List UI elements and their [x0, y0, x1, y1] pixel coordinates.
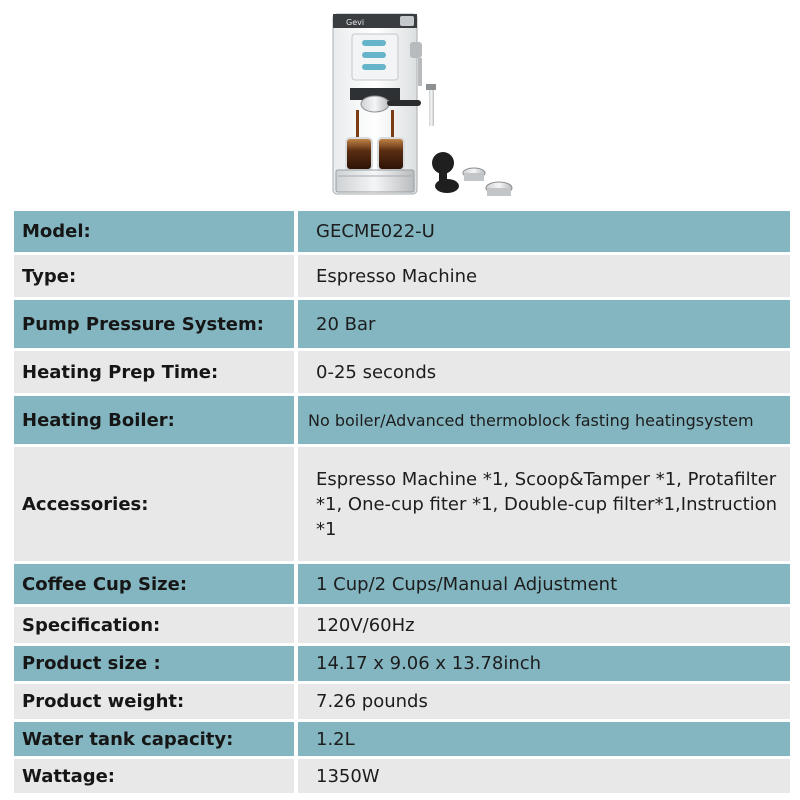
spec-label: Pump Pressure System: [14, 300, 294, 348]
spec-row-product-size [14, 646, 790, 681]
spec-table [14, 208, 790, 796]
spec-label: Heating Boiler: [14, 396, 294, 444]
spec-row-pump-pressure [14, 300, 790, 348]
spec-row-specification [14, 607, 790, 643]
spec-value: Espresso Machine *1, Scoop&Tamper *1, Protafilter *1, One-cup fiter *1, Double-cup filter*1,Instruction *1 [298, 447, 790, 561]
spec-label: Coffee Cup Size: [14, 564, 294, 604]
spec-row-heating-prep-time [14, 351, 790, 393]
spec-row-accessories [14, 447, 790, 561]
spec-value: 20 Bar [298, 300, 790, 348]
spec-value: 1350W [298, 759, 790, 793]
spec-label: Product weight: [14, 684, 294, 719]
spec-row-heating-boiler [14, 396, 790, 444]
spec-row-model [14, 211, 790, 252]
spec-row-product-weight [14, 684, 790, 719]
espresso-machine-illustration [0, 0, 800, 205]
spec-value: 0-25 seconds [298, 351, 790, 393]
spec-value: 1 Cup/2 Cups/Manual Adjustment [298, 564, 790, 604]
spec-value: Espresso Machine [298, 255, 790, 297]
brand-logo: Gevi [346, 18, 365, 27]
spec-row-water-tank-capacity [14, 722, 790, 756]
spec-value: 1.2L [298, 722, 790, 756]
spec-row-wattage [14, 759, 790, 793]
spec-label: Wattage: [14, 759, 294, 793]
product-image [0, 0, 800, 205]
spec-label: Model: [14, 211, 294, 252]
spec-label: Heating Prep Time: [14, 351, 294, 393]
spec-label: Accessories: [14, 447, 294, 561]
spec-label: Type: [14, 255, 294, 297]
spec-value: No boiler/Advanced thermoblock fasting heatingsystem [298, 396, 790, 444]
spec-row-coffee-cup-size [14, 564, 790, 604]
spec-value: 120V/60Hz [298, 607, 790, 643]
spec-label: Product size : [14, 646, 294, 681]
spec-value: 7.26 pounds [298, 684, 790, 719]
spec-label: Specification: [14, 607, 294, 643]
spec-value: GECME022-U [298, 211, 790, 252]
spec-row-type [14, 255, 790, 297]
spec-label: Water tank capacity: [14, 722, 294, 756]
spec-value: 14.17 x 9.06 x 13.78inch [298, 646, 790, 681]
